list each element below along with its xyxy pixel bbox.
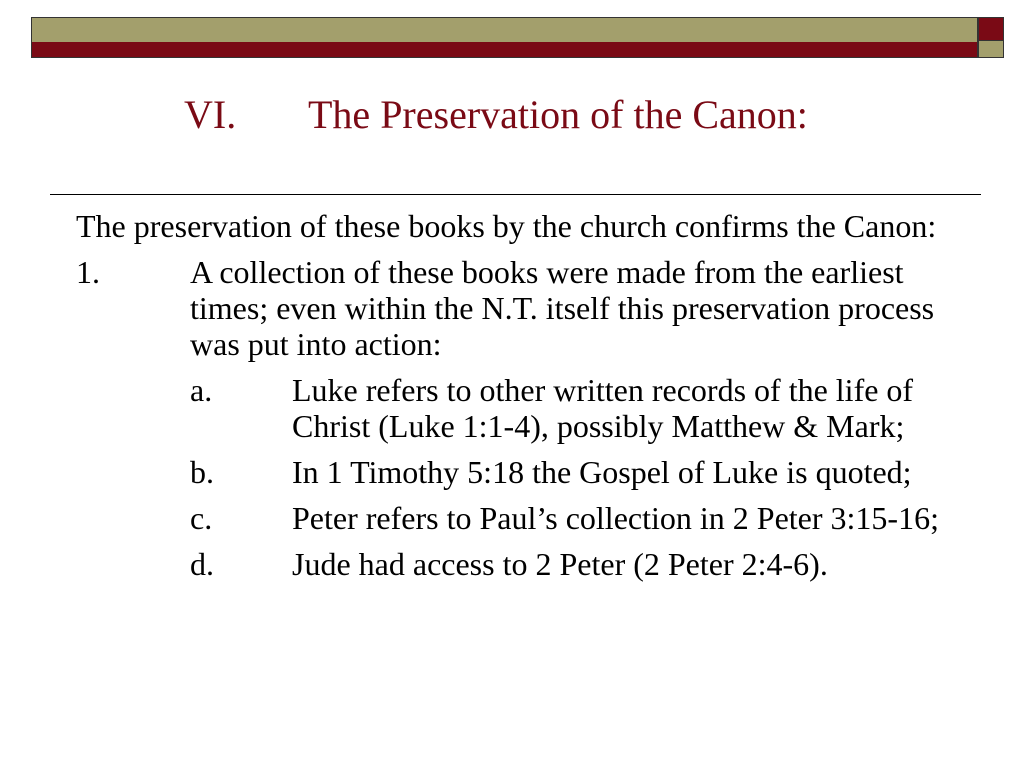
list-item-content [190,254,960,592]
slide-title [184,91,808,139]
sub-item-marker: c. [190,500,213,536]
sub-item-marker: d. [190,546,214,582]
list-item-1 [76,254,976,592]
olive-band [32,18,977,42]
sub-item-text: Jude had access to 2 Peter (2 Peter 2:4-6). [292,546,828,582]
list-item-text: A collection of these books were made from the earliest times; even within the N.T. itself this preservation process was put into action: [190,254,935,362]
intro-paragraph: The preservation of these books by the church confirms the Canon: [76,208,937,244]
sub-item-c [190,500,960,536]
sub-item-a [190,372,960,444]
sub-list [190,372,960,582]
sub-item-b [190,454,960,490]
title-text: The Preservation of the Canon: [308,92,808,137]
title-divider [50,194,981,195]
sub-item-text: Luke refers to other written records of the life of Christ (Luke 1:1-4), possibly Matthew & Mark; [292,372,914,444]
sub-item-d [190,546,960,582]
list-item-marker: 1. [76,254,100,290]
title-number: VI. [184,92,237,137]
corner-square-maroon [978,17,1004,41]
corner-square-olive [978,40,1004,58]
slide-body [76,208,976,602]
sub-item-text: In 1 Timothy 5:18 the Gospel of Luke is quoted; [292,454,912,490]
maroon-band [32,42,977,57]
sub-item-marker: b. [190,454,214,490]
top-decorative-bar [31,17,978,58]
sub-item-marker: a. [190,372,213,408]
sub-item-text: Peter refers to Paul’s collection in 2 Peter 3:15-16; [292,500,939,536]
